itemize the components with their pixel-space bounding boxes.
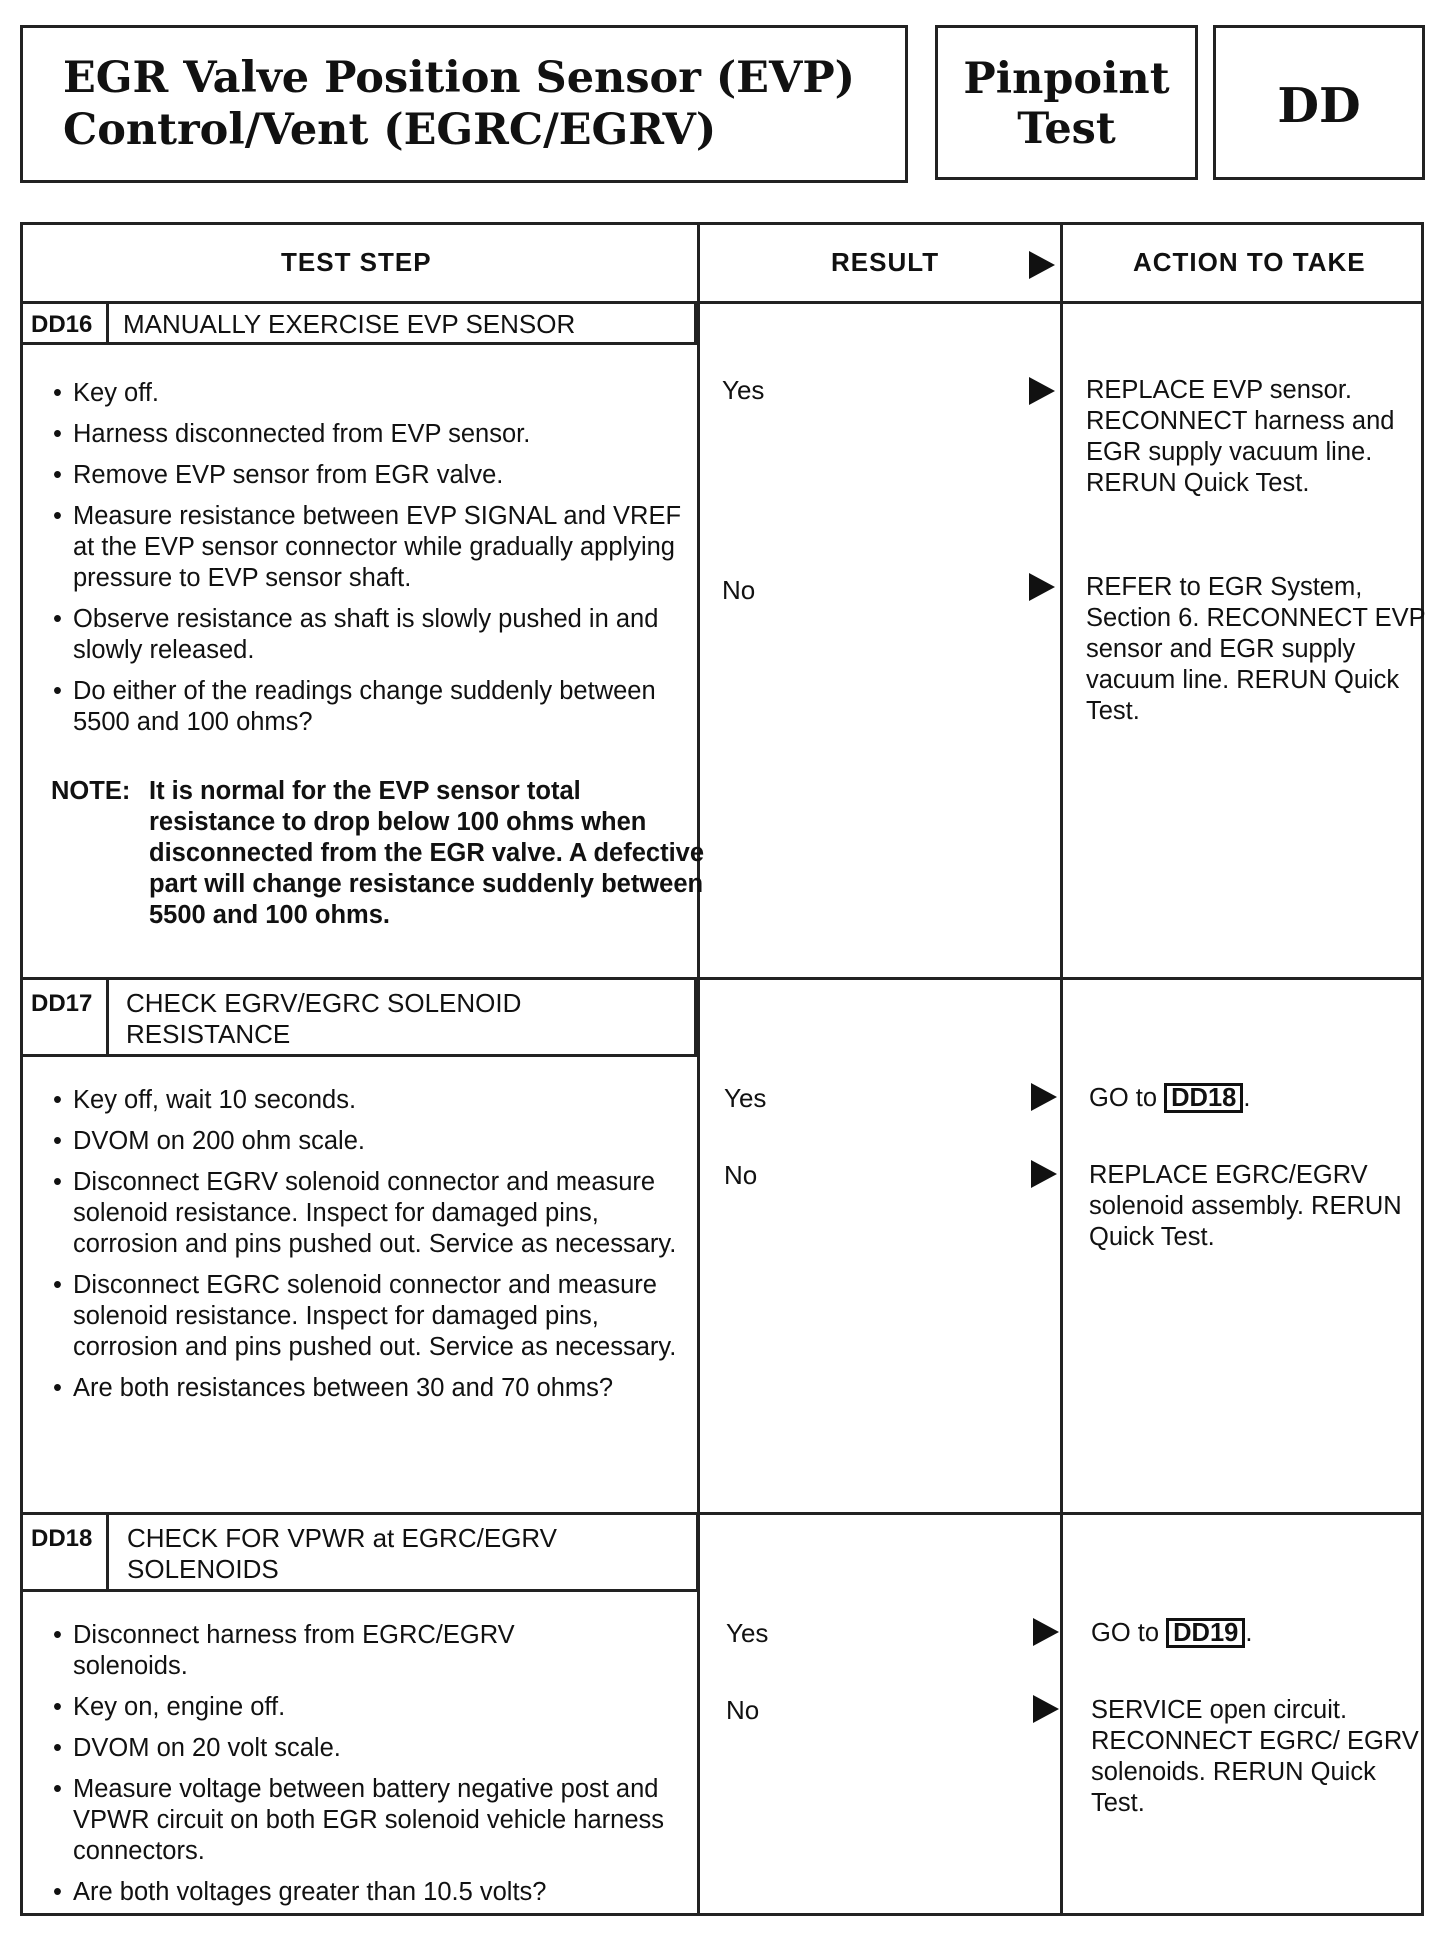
result-no: No bbox=[722, 575, 756, 605]
action-text: SERVICE open circuit. RECONNECT EGRC/ EGRV solenoids. RERUN Quick Test. bbox=[1091, 1696, 1419, 1817]
list-item: • Measure resistance between EVP SIGNAL and VREF at the EVP sensor connector while gradually applying pressure to EVP sensor shaft. bbox=[51, 501, 691, 594]
step-bullets-dd17 bbox=[51, 1085, 691, 1414]
step-title: CHECK EGRV/EGRC SOLENOID RESISTANCE bbox=[126, 988, 522, 1049]
result-yes: Yes bbox=[724, 1083, 767, 1113]
pinpoint-label bbox=[938, 54, 1195, 154]
column-divider-2 bbox=[1060, 225, 1063, 1913]
step-reference[interactable]: DD18 bbox=[1164, 1083, 1243, 1113]
column-divider-1 bbox=[697, 225, 700, 1913]
test-code: DD bbox=[1277, 78, 1361, 134]
step-title: MANUALLY EXERCISE EVP SENSOR bbox=[123, 309, 576, 339]
list-item: • Observe resistance as shaft is slowly pushed in and slowly released. bbox=[51, 604, 691, 666]
action-prefix: GO to bbox=[1089, 1084, 1158, 1112]
arrow-icon bbox=[1031, 1083, 1057, 1111]
result-yes: Yes bbox=[722, 375, 765, 405]
pinpoint-line-2: Test bbox=[1017, 104, 1116, 154]
action-go-to bbox=[1091, 1618, 1431, 1649]
step-bullets-dd18 bbox=[51, 1620, 691, 1918]
title-line-1: EGR Valve Position Sensor (EVP) bbox=[63, 53, 855, 103]
arrow-icon bbox=[1029, 377, 1055, 405]
list-item: • Disconnect EGRC solenoid connector and measure solenoid resistance. Inspect for damaged pins, corrosion and pins pushed out. Service as necessary. bbox=[51, 1270, 691, 1363]
column-header-test-step: TEST STEP bbox=[281, 247, 432, 277]
arrow-icon bbox=[1029, 251, 1055, 279]
page-title bbox=[63, 52, 855, 156]
list-item: • Disconnect EGRV solenoid connector and measure solenoid resistance. Inspect for damaged pins, corrosion and pins pushed out. Service as necessary. bbox=[51, 1167, 691, 1260]
action-go-to bbox=[1089, 1083, 1429, 1114]
step-note bbox=[51, 776, 711, 931]
list-item: • Key off, wait 10 seconds. bbox=[51, 1085, 691, 1116]
action-suffix: . bbox=[1245, 1619, 1253, 1647]
list-item: • Harness disconnected from EVP sensor. bbox=[51, 419, 691, 450]
action-text: REFER to EGR System, Section 6. RECONNECT EVP sensor and EGR supply vacuum line. RERUN Quick Test. bbox=[1086, 573, 1426, 725]
note-label: NOTE: bbox=[51, 777, 131, 805]
title-box bbox=[20, 25, 908, 183]
list-item: • Are both resistances between 30 and 70 ohms? bbox=[51, 1373, 633, 1404]
column-header-action: ACTION TO TAKE bbox=[1133, 247, 1366, 277]
list-item: • Are both voltages greater than 10.5 volts? bbox=[51, 1877, 691, 1908]
action-text: REPLACE EGRC/EGRV solenoid assembly. RERUN Quick Test. bbox=[1089, 1161, 1402, 1251]
step-id: DD16 bbox=[23, 301, 109, 342]
step-header-dd17 bbox=[23, 980, 697, 1057]
step-id: DD17 bbox=[23, 980, 109, 1054]
result-yes: Yes bbox=[726, 1618, 769, 1648]
list-item: • Disconnect harness from EGRC/EGRV solenoids. bbox=[51, 1620, 593, 1682]
step-header-dd18 bbox=[23, 1515, 699, 1592]
result-no: No bbox=[726, 1695, 760, 1725]
test-table bbox=[20, 222, 1424, 1916]
step-reference[interactable]: DD19 bbox=[1166, 1618, 1245, 1648]
step-title: CHECK FOR VPWR at EGRC/EGRV SOLENOIDS bbox=[127, 1523, 558, 1584]
list-item: • DVOM on 20 volt scale. bbox=[51, 1733, 691, 1764]
note-text: It is normal for the EVP sensor total resistance to drop below 100 ohms when disconnected from the EGR valve. A defective part will change resistance suddenly between 5500 and 100 ohms. bbox=[149, 777, 705, 929]
step-bullets-dd16 bbox=[51, 378, 691, 748]
test-code-box bbox=[1213, 25, 1425, 180]
step-header-dd16 bbox=[23, 301, 697, 345]
list-item: • Measure voltage between battery negative post and VPWR circuit on both EGR solenoid vehicle harness connectors. bbox=[51, 1774, 691, 1867]
pinpoint-line-1: Pinpoint bbox=[963, 54, 1170, 104]
title-line-2: Control/Vent (EGRC/EGRV) bbox=[63, 105, 717, 155]
arrow-icon bbox=[1033, 1695, 1059, 1723]
list-item: • Key on, engine off. bbox=[51, 1692, 691, 1723]
action-text: REPLACE EVP sensor. RECONNECT harness and EGR supply vacuum line. RERUN Quick Test. bbox=[1086, 376, 1395, 497]
list-item: • Do either of the readings change suddenly between 5500 and 100 ohms? bbox=[51, 676, 691, 738]
action-suffix: . bbox=[1243, 1084, 1251, 1112]
result-no: No bbox=[724, 1160, 758, 1190]
list-item: • Key off. bbox=[51, 378, 691, 409]
step-id: DD18 bbox=[23, 1515, 109, 1589]
arrow-icon bbox=[1033, 1618, 1059, 1646]
pinpoint-box bbox=[935, 25, 1198, 180]
action-prefix: GO to bbox=[1091, 1619, 1160, 1647]
list-item: • DVOM on 200 ohm scale. bbox=[51, 1126, 691, 1157]
arrow-icon bbox=[1031, 1160, 1057, 1188]
column-header-result: RESULT bbox=[831, 247, 940, 277]
arrow-icon bbox=[1029, 573, 1055, 601]
list-item: • Remove EVP sensor from EGR valve. bbox=[51, 460, 691, 491]
